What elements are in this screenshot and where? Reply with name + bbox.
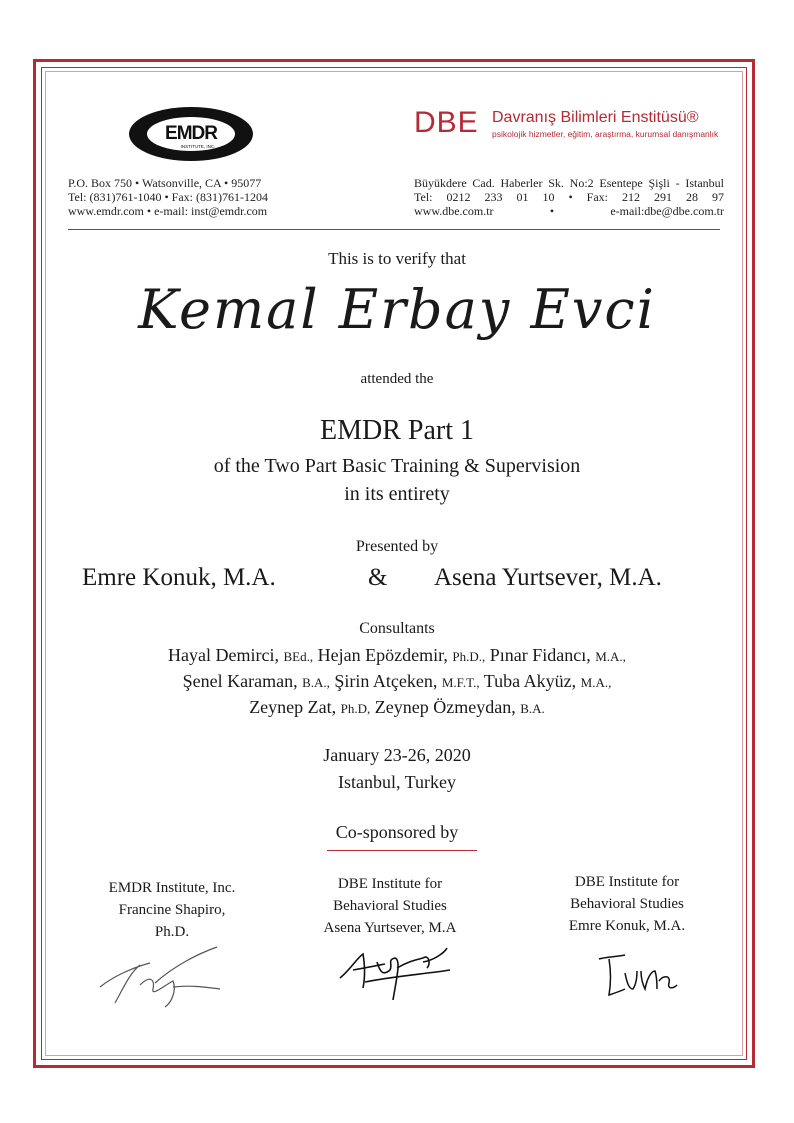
consultant-name: Pınar Fidancı, bbox=[489, 645, 591, 665]
signatory-line: DBE Institute for bbox=[574, 874, 680, 890]
presenter-ampersand: & bbox=[368, 564, 388, 591]
signatory-line: Emre Konuk, M.A. bbox=[568, 918, 686, 934]
dbe-logo-tagline: psikolojik hizmetler, eğitim, araştırma, kurumsal danışmanlık bbox=[492, 129, 719, 139]
signatory-line: DBE Institute for bbox=[337, 876, 443, 892]
consultant-name: Hayal Demirci, bbox=[168, 645, 279, 665]
consultant-degree: M.F.T., bbox=[441, 675, 480, 690]
emdr-web-line: www.emdr.com • e-mail: inst@emdr.com bbox=[68, 204, 268, 218]
signatory-line: Asena Yurtsever, M.A bbox=[323, 920, 457, 936]
signature-shapiro bbox=[95, 945, 225, 1010]
consultant-degree: Ph.D., bbox=[452, 649, 486, 664]
course-title: EMDR Part 1 bbox=[320, 415, 474, 446]
consultant-degree: B.A., bbox=[302, 675, 330, 690]
presented-by-label: Presented by bbox=[355, 538, 439, 555]
dbe-contact-line: Tel: 0212 233 01 10 • Fax: 212 291 28 97 bbox=[414, 190, 724, 204]
consultant-degree: Ph.D, bbox=[340, 701, 371, 716]
signatory-line: Behavioral Studies bbox=[333, 898, 447, 914]
course-subtitle-2: in its entirety bbox=[344, 483, 450, 505]
consultant-name: Şenel Karaman, bbox=[182, 671, 298, 691]
signatory-line: Francine Shapiro, bbox=[118, 902, 226, 918]
consultant-degree: B.A. bbox=[520, 701, 545, 716]
training-place: Istanbul, Turkey bbox=[337, 772, 456, 792]
dbe-logo-name: Davranış Bilimleri Enstitüsü® bbox=[492, 109, 699, 126]
consultant-name: Zeynep Özmeydan, bbox=[374, 697, 516, 717]
emdr-logo bbox=[128, 106, 254, 162]
emdr-logo-subtext: INSTITUTE, INC. bbox=[180, 144, 216, 149]
recipient-name: Kemal Erbay Evci bbox=[138, 278, 656, 341]
emdr-contact-line: Tel: (831)761-1040 • Fax: (831)761-1204 bbox=[68, 190, 268, 204]
signatory-dbe-konuk bbox=[517, 871, 737, 937]
signatory-line: Behavioral Studies bbox=[570, 896, 684, 912]
consultant-name: Zeynep Zat, bbox=[249, 697, 337, 717]
training-date: January 23-26, 2020 bbox=[323, 745, 471, 765]
signatory-dbe-yurtsever bbox=[280, 873, 500, 939]
dbe-address-line: Büyükdere Cad. Haberler Sk. No:2 Esentepe Şişli - Istanbul bbox=[414, 176, 724, 190]
signatory-line: EMDR Institute, Inc. bbox=[108, 880, 236, 896]
course-subtitle: of the Two Part Basic Training & Supervision bbox=[213, 455, 581, 477]
dbe-web-line: www.dbe.com.tr • e-mail:dbe@dbe.com.tr bbox=[414, 204, 724, 218]
emdr-address-line: P.O. Box 750 • Watsonville, CA • 95077 bbox=[68, 176, 262, 190]
consultant-degree: M.A., bbox=[595, 649, 626, 664]
consultant-name: Şirin Atçeken, bbox=[334, 671, 438, 691]
attended-text: attended the bbox=[360, 371, 434, 387]
signatory-line: Ph.D. bbox=[154, 924, 190, 940]
consultant-degree: M.A., bbox=[580, 675, 612, 690]
consultants-line-1 bbox=[0, 645, 794, 666]
signature-yurtsever bbox=[335, 940, 455, 1005]
verify-text: This is to verify that bbox=[328, 249, 466, 268]
dbe-address bbox=[414, 176, 724, 218]
consultant-name: Tuba Akyüz, bbox=[483, 671, 577, 691]
emdr-logo-text: EMDR bbox=[165, 123, 217, 144]
emdr-address bbox=[68, 176, 348, 218]
presenter-1: Emre Konuk, M.A. bbox=[82, 564, 276, 591]
header-divider bbox=[68, 229, 720, 230]
consultants-line-3 bbox=[0, 697, 794, 718]
signatory-emdr bbox=[62, 877, 282, 943]
consultant-name: Hejan Epözdemir, bbox=[317, 645, 448, 665]
presenter-2: Asena Yurtsever, M.A. bbox=[434, 564, 662, 591]
consultants-line-2 bbox=[0, 671, 794, 692]
consultants-heading: Consultants bbox=[359, 620, 435, 637]
cosponsored-label: Co-sponsored by bbox=[335, 822, 459, 842]
dbe-logo bbox=[414, 107, 734, 143]
signature-konuk bbox=[595, 945, 685, 1005]
consultant-degree: BEd., bbox=[283, 649, 314, 664]
cosponsored-underline bbox=[327, 850, 477, 851]
dbe-logo-letters: DBE bbox=[414, 106, 479, 139]
